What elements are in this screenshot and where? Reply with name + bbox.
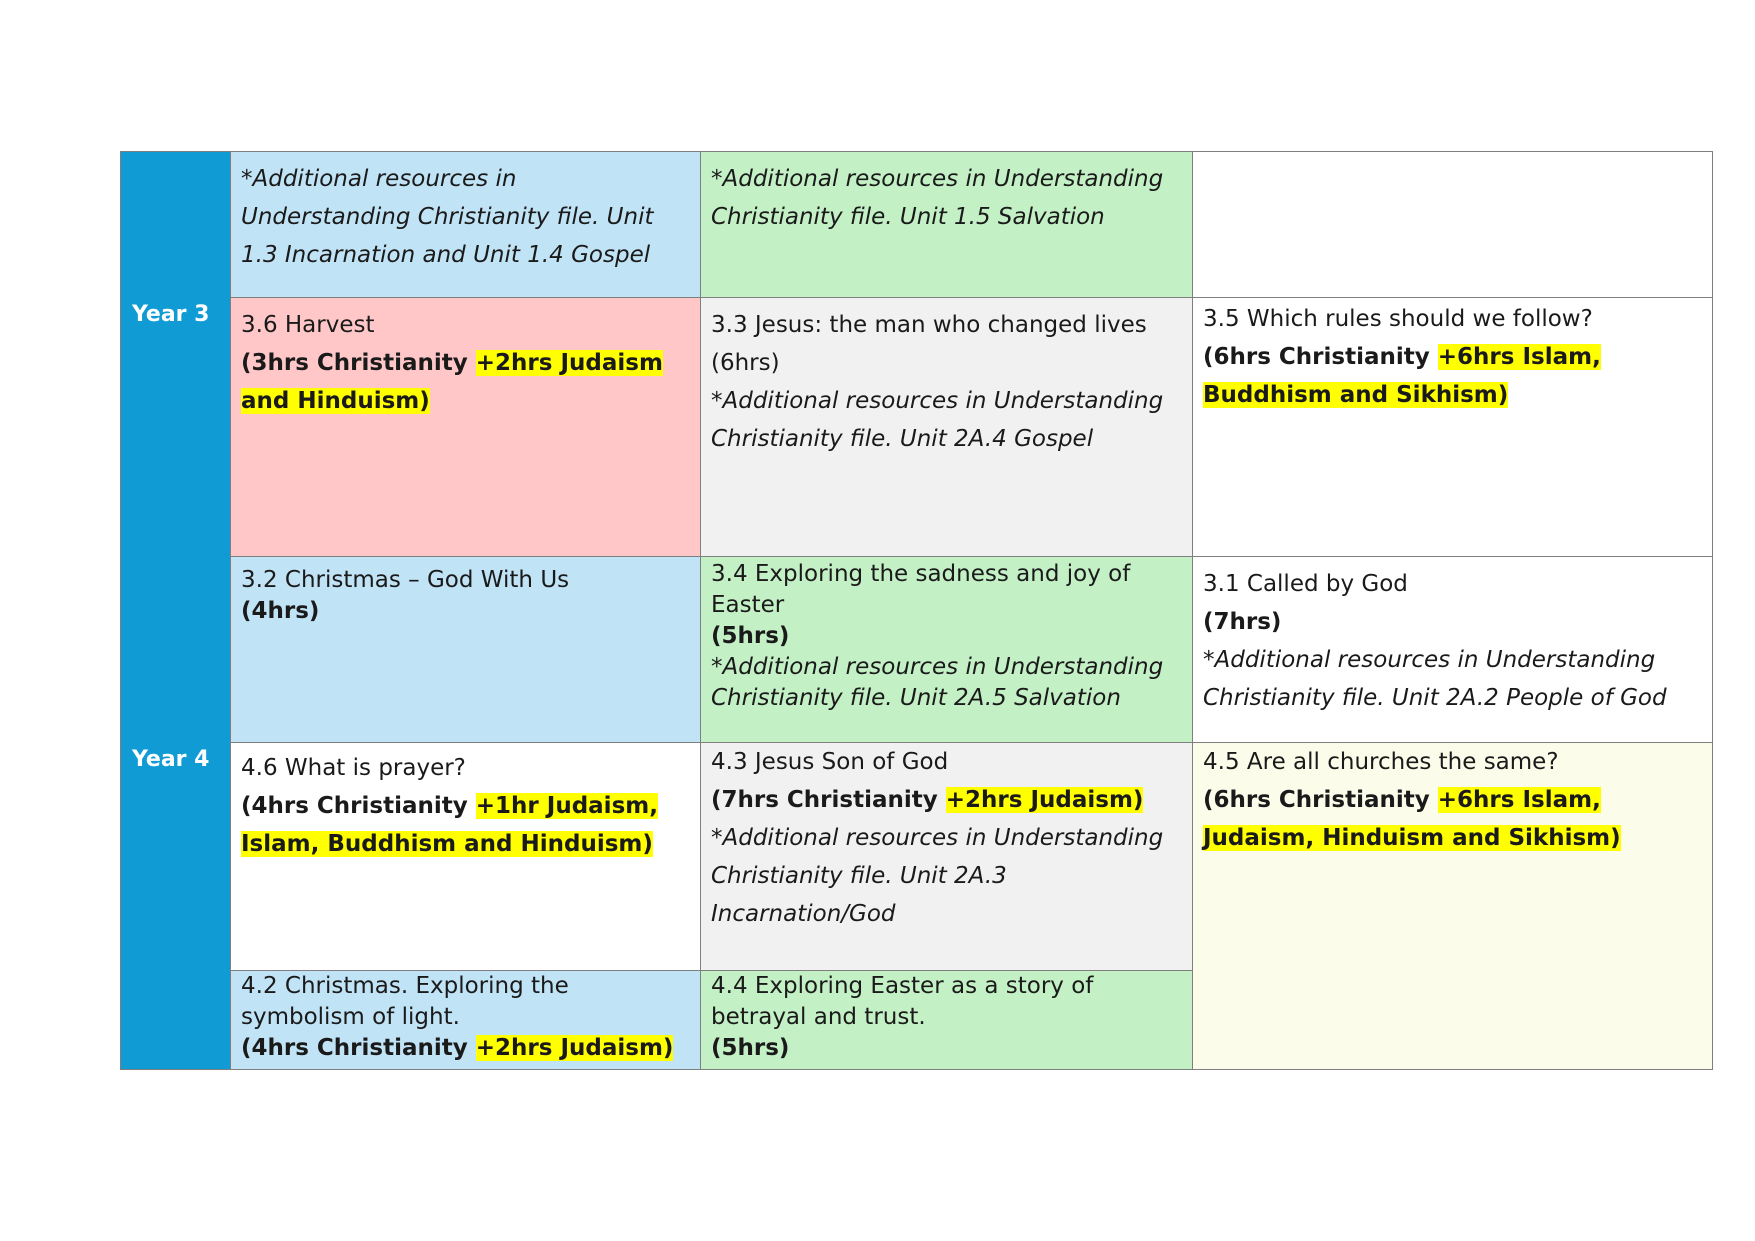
row3-col2-title: 4.3 Jesus Son of God: [711, 749, 949, 775]
row2-col2-title: 3.4 Exploring the sadness and joy of Easter: [711, 561, 1131, 618]
row1-col1-cell: [230, 297, 701, 557]
row3-col2-note: *Additional resources in Understanding Christianity file. Unit 2A.3 Incarnation/God: [711, 825, 1164, 927]
row1-col1-title: 3.6 Harvest: [241, 312, 375, 338]
row4-col1-cell: [230, 970, 701, 1070]
row0-col1-note: *Additional resources in Understanding Christianity file. Unit 1.3 Incarnation and Unit 1.4 Gospel: [241, 166, 654, 268]
row2-col3-hours: (7hrs): [1203, 609, 1282, 635]
row1-col2-title: 3.3 Jesus: the man who changed lives: [711, 312, 1147, 338]
row3-col1-title: 4.6 What is prayer?: [241, 755, 466, 781]
row2-col1-cell: [230, 556, 701, 743]
row1-col3-extra: +6hrs Islam, Buddhism and Sikhism): [1203, 344, 1601, 408]
row3-col1-extra: +1hr Judaism, Islam, Buddhism and Hinduism): [241, 793, 658, 857]
row0-col1-cell: [230, 151, 701, 298]
row2-col2-cell: [700, 556, 1193, 743]
row0-col2-note: *Additional resources in Understanding Christianity file. Unit 1.5 Salvation: [711, 166, 1164, 230]
row1-col3-title: 3.5 Which rules should we follow?: [1203, 306, 1593, 332]
row0-col3-cell: [1192, 151, 1713, 298]
row3-col2-hours: (7hrs Christianity: [711, 787, 946, 813]
row3-col2-extra: +2hrs Judaism): [945, 787, 1144, 813]
row2-col3-cell: [1192, 556, 1713, 743]
row4-col1-hours: (4hrs Christianity: [241, 1035, 476, 1061]
row4-col2-title: 4.4 Exploring Easter as a story of betrayal and trust.: [711, 973, 1094, 1030]
row2-col1-title: 3.2 Christmas – God With Us: [241, 567, 570, 593]
row2-col1-hours: (4hrs): [241, 598, 320, 624]
year-3-label: Year 3: [132, 302, 210, 327]
year-column: [120, 151, 231, 1070]
row3-col1-hours: (4hrs Christianity: [241, 793, 476, 819]
row3-col2-cell: [700, 742, 1193, 971]
row3-col3-cell: [1192, 742, 1713, 1070]
row3-col1-cell: [230, 742, 701, 971]
row3-col3-hours: (6hrs Christianity: [1203, 787, 1438, 813]
row4-col2-hours: (5hrs): [711, 1035, 790, 1061]
row4-col2-cell: [700, 970, 1193, 1070]
row2-col3-title: 3.1 Called by God: [1203, 571, 1408, 597]
row0-col2-cell: [700, 151, 1193, 298]
row4-col1-title: 4.2 Christmas. Exploring the symbolism of light.: [241, 973, 569, 1030]
year-4-label: Year 4: [132, 747, 210, 772]
row4-col1-extra: +2hrs Judaism): [475, 1035, 674, 1061]
row1-col1-hours: (3hrs Christianity: [241, 350, 476, 376]
row3-col3-extra: +6hrs Islam, Judaism, Hinduism and Sikhism): [1203, 787, 1621, 851]
row1-col1-extra: +2hrs Judaism and Hinduism): [241, 350, 663, 414]
row2-col2-note: *Additional resources in Understanding Christianity file. Unit 2A.5 Salvation: [711, 654, 1164, 711]
row3-col3-title: 4.5 Are all churches the same?: [1203, 749, 1559, 775]
row1-col2-hours: (6hrs): [711, 350, 780, 376]
row1-col3-cell: [1192, 297, 1713, 557]
row1-col2-note: *Additional resources in Understanding Christianity file. Unit 2A.4 Gospel: [711, 388, 1164, 452]
row1-col2-cell: [700, 297, 1193, 557]
row2-col2-hours: (5hrs): [711, 623, 790, 649]
row2-col3-note: *Additional resources in Understanding Christianity file. Unit 2A.2 People of God: [1203, 647, 1667, 711]
row1-col3-hours: (6hrs Christianity: [1203, 344, 1438, 370]
